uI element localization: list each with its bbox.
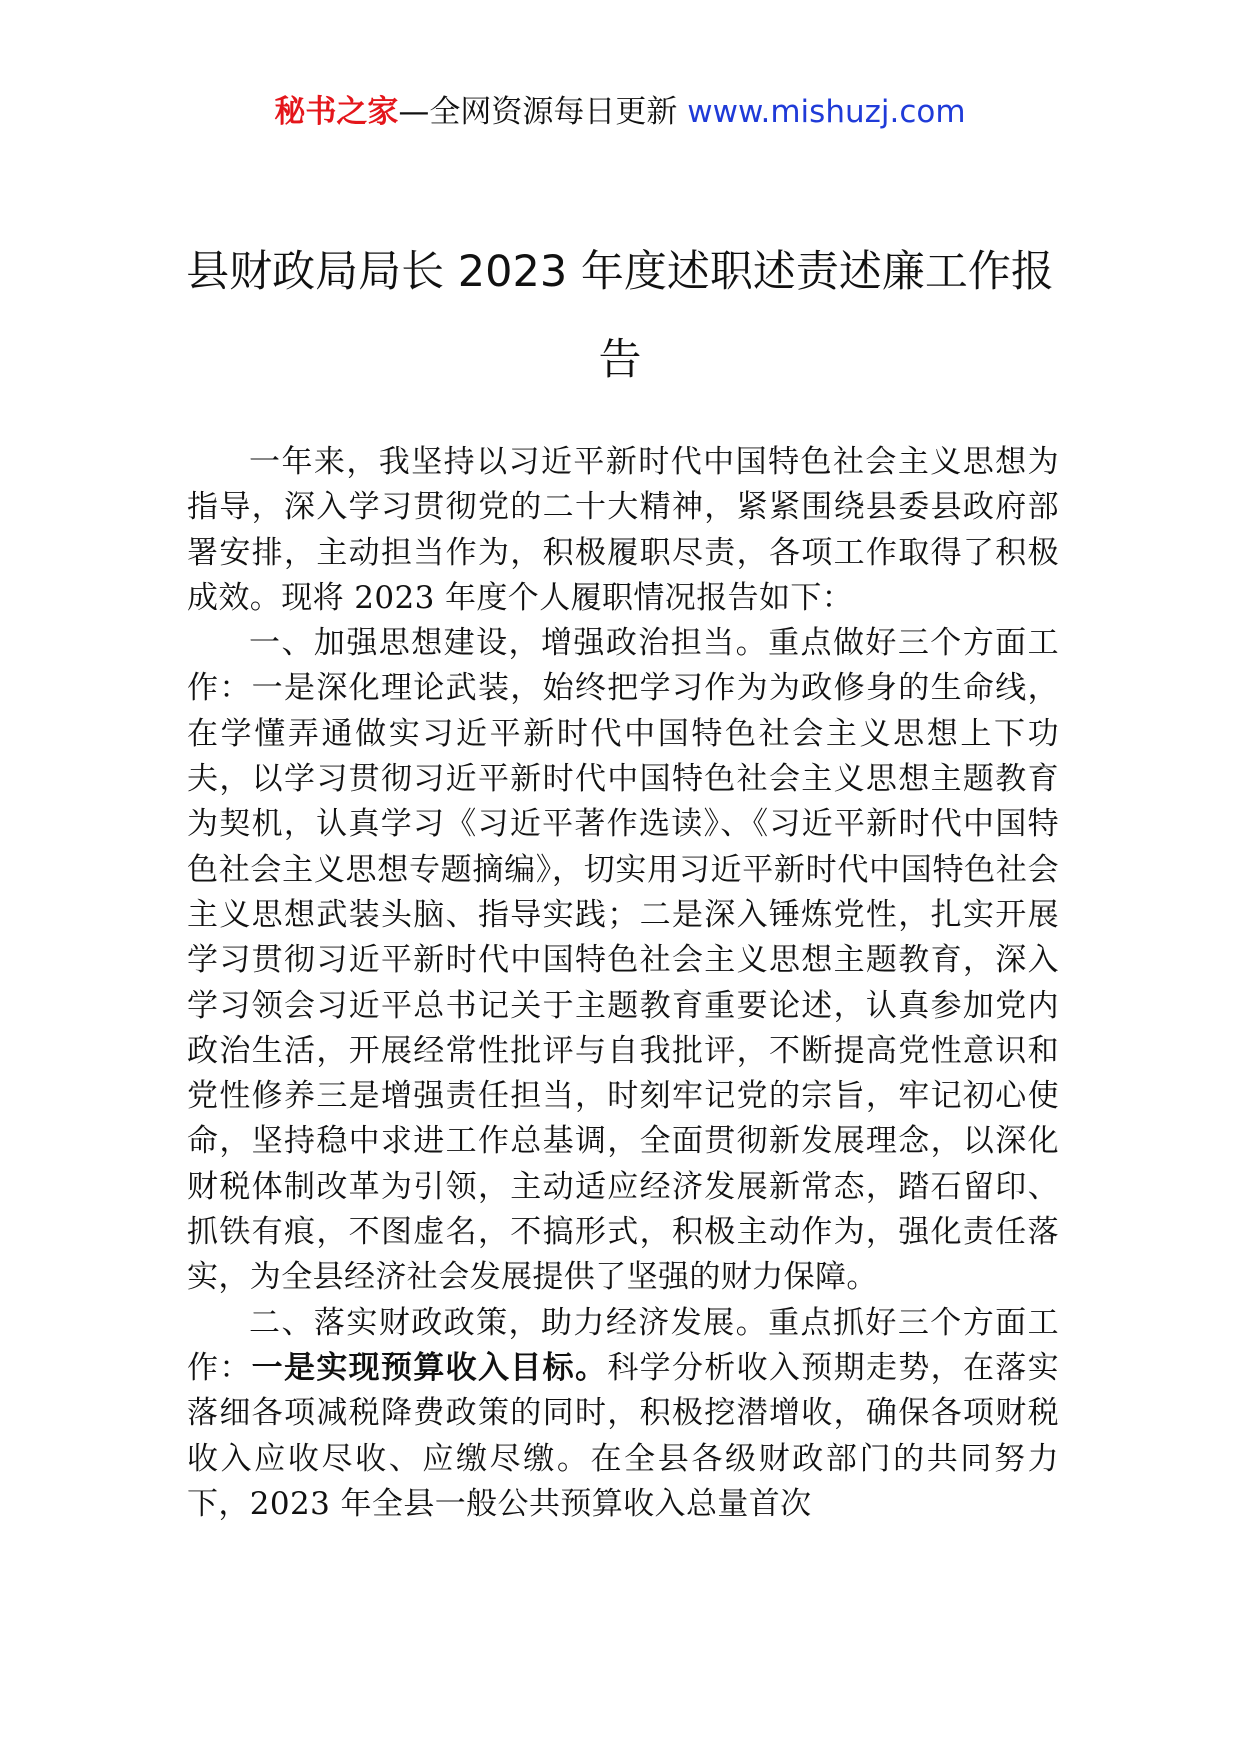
- site-header: [0, 92, 1240, 132]
- document-title: 县财政局局长 2023 年度述职述责述廉工作报告: [186, 247, 1054, 385]
- section-2-bold-point: 一是实现预算收入目标。: [251, 1349, 608, 1386]
- paragraph-intro: [187, 440, 1059, 621]
- site-tagline: —全网资源每日更新: [398, 94, 688, 130]
- section-2-heading: 二、落实财政政策，助力经济发展。: [249, 1304, 769, 1341]
- section-1-text: 重点做好三个方面工作：一是深化理论武装，始终把学习作为为政修身的生命线，在学懂弄通做实习近平新时代中国特色社会主义思想上下功夫，以学习贯彻习近平新时代中国特色社会主义思想主题教育为契机，认真学习《习近平著作选读》、《习近平新时代中国特色社会主义思想专题摘编》，切实用习近平新时代中国特色社会主义思想武装头脑、指导实践；二是深入锤炼党性，扎实开展学习贯彻习近平新时代中国特色社会主义思想主题教育，深入学习领会习近平总书记关于主题教育重要论述，认真参加党内政治生活，开展经常性批评与自我批评，不断提高党性意识和党性修养三是增强责任担当，时刻牢记党的宗旨，牢记初心使命，坚持稳中求进工作总基调，全面贯彻新发展理念，以深化财税体制改革为引领，主动适应经济发展新常态，踏石留印、抓铁有痕，不图虚名，不搞形式，积极主动作为，强化责任落实，为全县经济社会发展提供了坚强的财力保障。: [187, 625, 1059, 1296]
- site-url[interactable]: www.mishuzj.com: [687, 94, 966, 130]
- site-brand: 秘书之家: [274, 94, 399, 130]
- section-2-text-a: 重点抓好三个方面工作：: [187, 1304, 1059, 1386]
- paragraph-intro-text: 一年来，我坚持以习近平新时代中国特色社会主义思想为指导，深入学习贯彻党的二十大精神，紧紧围绕县委县政府部署安排，主动担当作为，积极履职尽责，各项工作取得了积极成效。现将 2023 年度个人履职情况报告如下：: [187, 444, 1059, 616]
- document-body: [187, 440, 1059, 1527]
- paragraph-section-1: [187, 621, 1059, 1300]
- section-1-heading: 一、加强思想建设，增强政治担当。: [249, 625, 769, 662]
- section-2-text-b: 科学分析收入预期走势，在落实落细各项减税降费政策的同时，积极挖潜增收，确保各项财税收入应收尽收、应缴尽缴。在全县各级财政部门的共同努力下，2023 年全县一般公共预算收入总量首次: [187, 1349, 1059, 1522]
- paragraph-section-2: [187, 1301, 1059, 1527]
